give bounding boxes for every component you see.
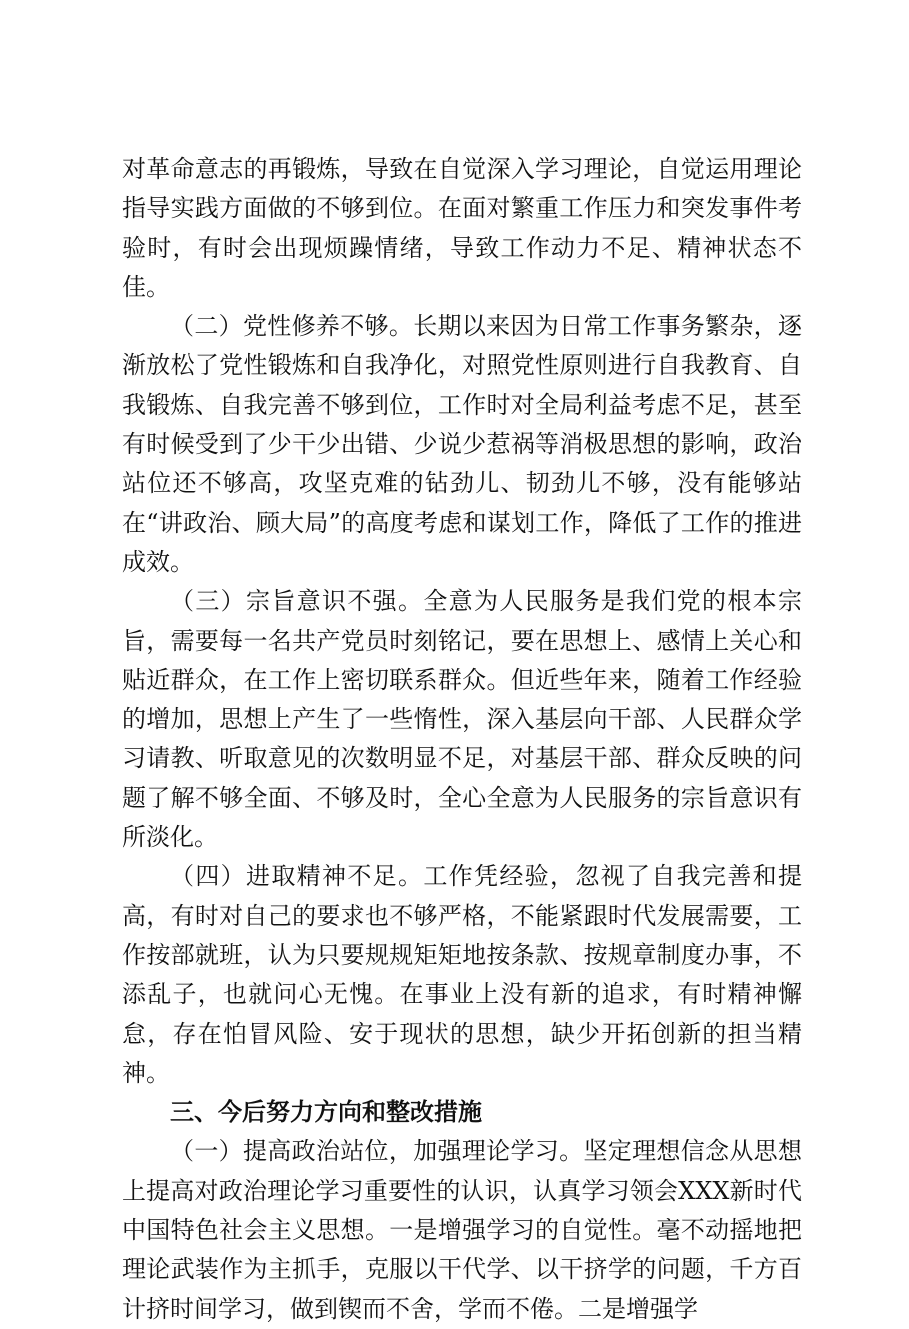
section-heading-3: 三、今后努力方向和整改措施 [170,1098,482,1127]
paragraph-enterprising-spirit: （四）进取精神不足。工作凭经验，忽视了自我完善和提高，有时对自己的要求也不够严格，不能紧跟时代发展需要，工作按部就班，认为只要规规矩矩地按条款、按规章制度办事，不添乱子，也就问心无愧。在事业上没有新的追求，有时精神懈怠，存在怕冒风险、安于现状的思想，缺少开拓创新的担当精神。 [122,862,802,1087]
paragraph-purpose-awareness: （三）宗旨意识不强。全意为人民服务是我们党的根本宗旨，需要每一名共产党员时刻铭记，要在思想上、感情上关心和贴近群众，在工作上密切联系群众。但近些年来，随着工作经验的增加，思想上产生了一些惰性，深入基层向干部、人民群众学习请教、听取意见的次数明显不足，对基层干部、群众反映的问题了解不够全面、不够及时，全心全意为人民服务的宗旨意识有所淡化。 [122,587,802,852]
paragraph-continuation: 对革命意志的再锻炼，导致在自觉深入学习理论，自觉运用理论指导实践方面做的不够到位。在面对繁重工作压力和突发事件考验时，有时会出现烦躁情绪，导致工作动力不足、精神状态不佳。 [122,155,802,301]
paragraph-political-stance: （一）提高政治站位，加强理论学习。坚定理想信念从思想上提高对政治理论学习重要性的认识，认真学习领会XXX新时代中国特色社会主义思想。一是增强学习的自觉性。毫不动摇地把理论武装作为主抓手，克服以干代学、以干挤学的问题，千方百计挤时间学习，做到锲而不舍，学而不倦。二是增强学 [122,1137,802,1323]
paragraph-party-spirit: （二）党性修养不够。长期以来因为日常工作事务繁杂，逐渐放松了党性锻炼和自我净化，对照党性原则进行自我教育、自我锻炼、自我完善不够到位，工作时对全局利益考虑不足，甚至有时候受到了少干少出错、少说少惹祸等消极思想的影响，政治站位还不够高，攻坚克难的钻劲儿、韧劲儿不够，没有能够站在“讲政治、顾大局”的高度考虑和谋划工作，降低了工作的推进成效。 [122,312,802,576]
document-body [122,150,802,1329]
